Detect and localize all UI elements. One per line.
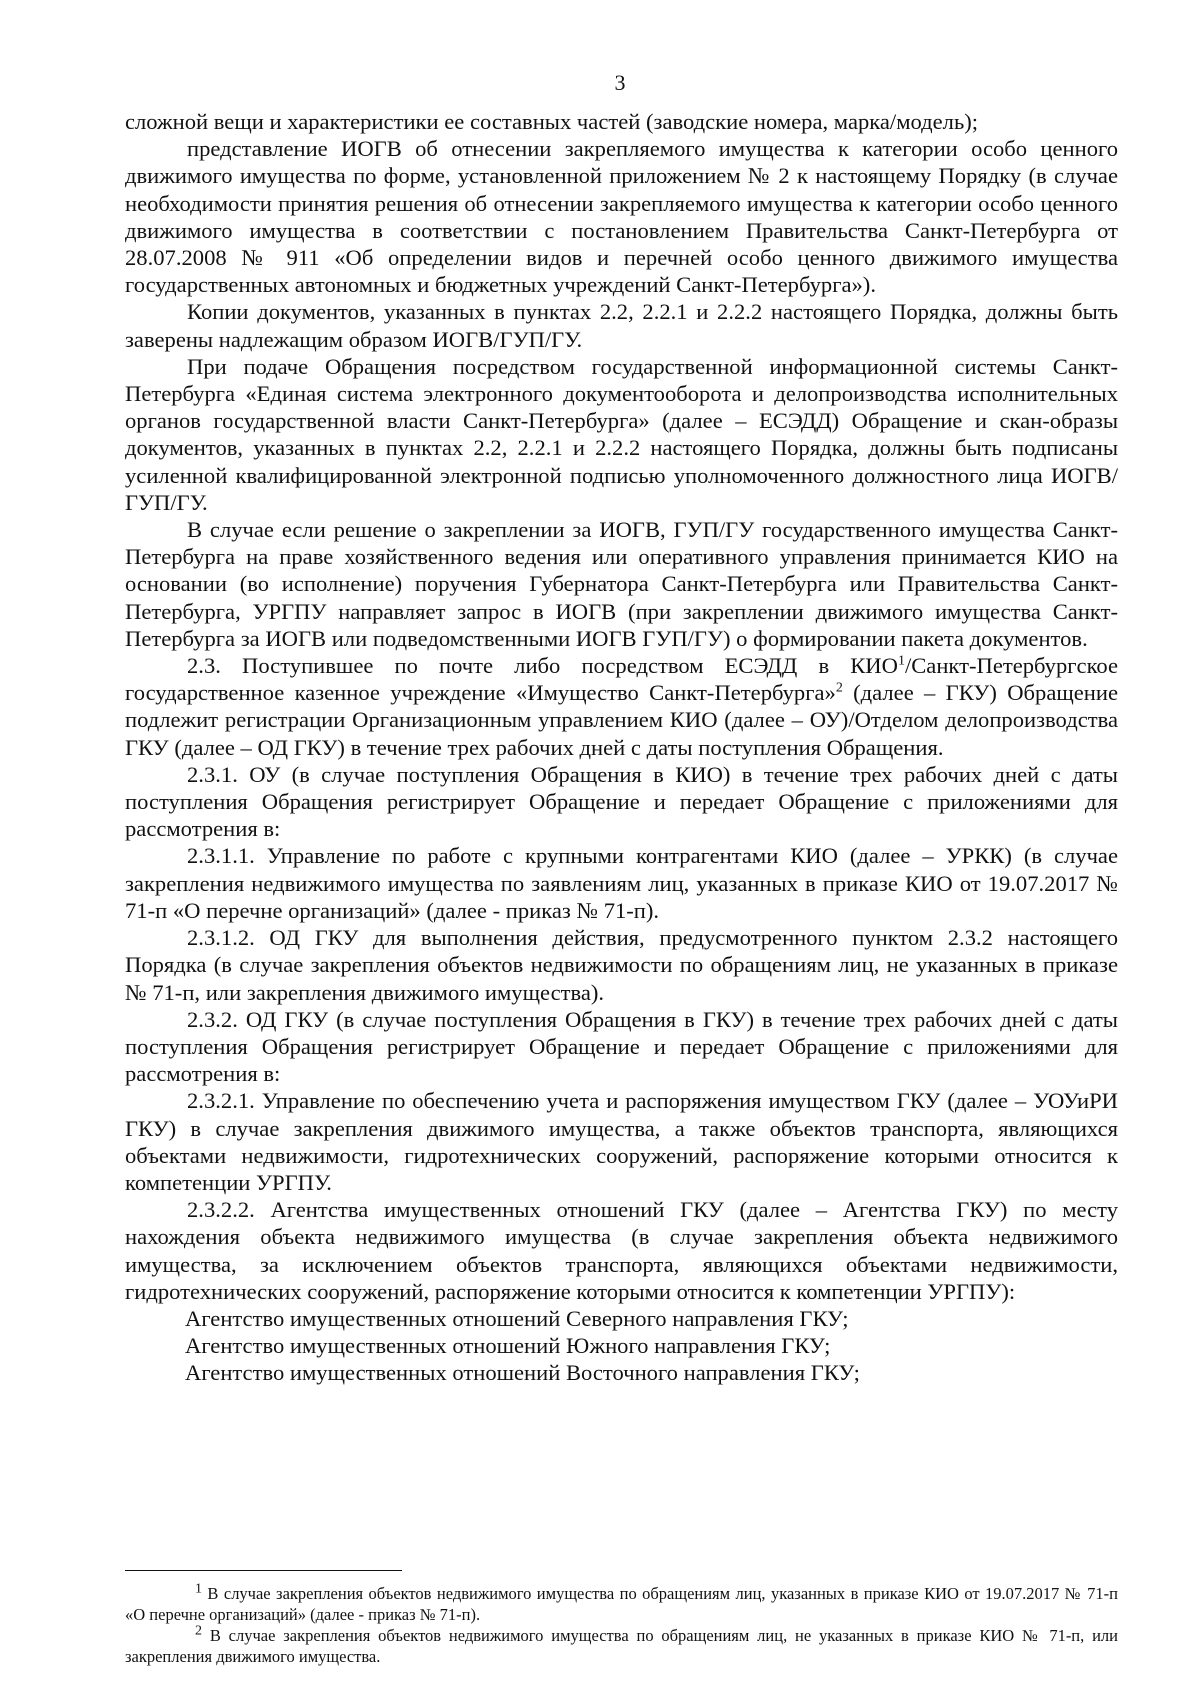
document-body (125, 108, 1118, 1387)
paragraph-governor-order: В случае если решение о закреплении за ИОГВ, ГУП/ГУ государственного имущества Санкт-Петербурга на праве хозяйственного ведения или оперативного управления принимается КИО на основании (во исполнение) поручения Губернатора Санкт-Петербурга или Правительства Санкт-Петербурга, УРГПУ направляет запрос в ИОГВ (при закреплении движимого имущества Санкт-Петербурга за ИОГВ или подведомственными ИОГВ ГУП/ГУ) о формировании пакета документов. (125, 517, 1118, 651)
paragraph-2-3-2-1: 2.3.2.1. Управление по обеспечению учета и распоряжения имуществом ГКУ (далее – УОУиРИ ГКУ) в случае закрепления движимого имущества, а также объектов транспорта, являющихся объектами недвижимости, гидротехнических сооружений, распоряжение которыми относится к компетенции УРГПУ. (125, 1088, 1118, 1195)
list-item-agency-north: Агентство имущественных отношений Северного направления ГКУ; (185, 1305, 849, 1331)
paragraph-continuation: сложной вещи и характеристики ее составных частей (заводские номера, марка/модель); (125, 109, 979, 134)
footnote-1-text: В случае закрепления объектов недвижимого имущества по обращениям лиц, указанных в приказе КИО от 19.07.2017 № 71-п «О перечне организаций» (далее - приказ № 71-п). (125, 1584, 1118, 1624)
paragraph-document-copies: Копии документов, указанных в пунктах 2.2, 2.2.1 и 2.2.2 настоящего Порядка, должны быть заверены надлежащим образом ИОГВ/ГУП/ГУ. (125, 299, 1118, 352)
page-number: 3 (614, 70, 626, 95)
paragraph-2-3-part1: 2.3. Поступившее по почте либо посредством ЕСЭДД в КИО (187, 653, 898, 679)
paragraph-2-3-part2: /Санкт-Петербургское государственное казенное учреждение «Имущество Санкт-Петербурга» (125, 653, 1118, 706)
paragraph-2-3-2-2: 2.3.2.2. Агентства имущественных отношений ГКУ (далее – Агентства ГКУ) по месту нахождения объекта недвижимого имущества (в случае закрепления объекта недвижимого имущества, за исключением объектов транспорта, являющихся объектами недвижимости, гидротехнических сооружений, распоряжение которыми относится к компетенции УРГПУ): (125, 1197, 1118, 1304)
footnote-ref-2: 2 (835, 680, 843, 696)
footnote-1 (125, 1583, 1118, 1625)
footnote-2 (125, 1625, 1118, 1667)
paragraph-2-3-1: 2.3.1. ОУ (в случае поступления Обращения в КИО) в течение трех рабочих дней с даты поступления Обращения регистрирует Обращение и передает Обращение с приложениями для рассмотрения в: (125, 761, 1118, 842)
footnote-2-text: В случае закрепления объектов недвижимого имущества по обращениям лиц, не указанных в приказе КИО № 71-п, или закрепления движимого имущества. (125, 1626, 1118, 1666)
footnote-mark-2: 2 (195, 1623, 202, 1639)
paragraph-2-3 (125, 652, 1118, 761)
list-item-agency-east: Агентство имущественных отношений Восточного направления ГКУ; (185, 1360, 860, 1386)
paragraph-esedd-submission: При подаче Обращения посредством государственной информационной системы Санкт-Петербурга «Единая система электронного документооборота и делопроизводства исполнительных органов государственной власти Санкт-Петербурга» (далее – ЕСЭДД) Обращение и скан-образы документов, указанных в пунктах 2.2, 2.2.1 и 2.2.2 настоящего Порядка, должны быть подписаны усиленной квалифицированной электронной подписью уполномоченного должностного лица ИОГВ/ГУП/ГУ. (125, 353, 1118, 515)
paragraph-2-3-1-2: 2.3.1.2. ОД ГКУ для выполнения действия, предусмотренного пунктом 2.3.2 настоящего Порядка (в случае закрепления объектов недвижимости по обращениям лиц, не указанных в приказе № 71-п, или закрепления движимого имущества). (125, 925, 1118, 1005)
paragraph-2-3-2: 2.3.2. ОД ГКУ (в случае поступления Обращения в ГКУ) в течение трех рабочих дней с даты поступления Обращения регистрирует Обращение и передает Обращение с приложениями для рассмотрения в: (125, 1006, 1118, 1087)
footnote-ref-1: 1 (897, 653, 905, 669)
paragraph-2-3-part3: (далее – ГКУ) Обращение подлежит регистрации Организационным управлением КИО (далее – ОУ)/Отделом делопроизводства ГКУ (далее – ОД ГКУ) в течение трех рабочих дней с даты поступления Обращения. (125, 680, 1118, 760)
footnote-separator (125, 1570, 402, 1571)
paragraph-iogv-representation: представление ИОГВ об отнесении закрепляемого имущества к категории особо ценного движимого имущества по форме, установленной приложением № 2 к настоящему Порядку (в случае необходимости принятия решения об отнесении закрепляемого имущества к категории особо ценного движимого имущества в соответствии с постановлением Правительства Санкт-Петербурга от 28.07.2008 № 911 «Об определении видов и перечней особо ценного движимого имущества государственных автономных и бюджетных учреждений Санкт-Петербурга»). (125, 136, 1118, 298)
paragraph-2-3-1-1: 2.3.1.1. Управление по работе с крупными контрагентами КИО (далее – УРКК) (в случае закрепления недвижимого имущества по заявлениям лиц, указанных в приказе КИО от 19.07.2017 № 71-п «О перечне организаций» (далее - приказ № 71-п). (125, 843, 1118, 923)
footnote-mark-1: 1 (195, 1581, 202, 1597)
list-item-agency-south: Агентство имущественных отношений Южного направления ГКУ; (185, 1333, 831, 1359)
footnotes (125, 1583, 1118, 1667)
